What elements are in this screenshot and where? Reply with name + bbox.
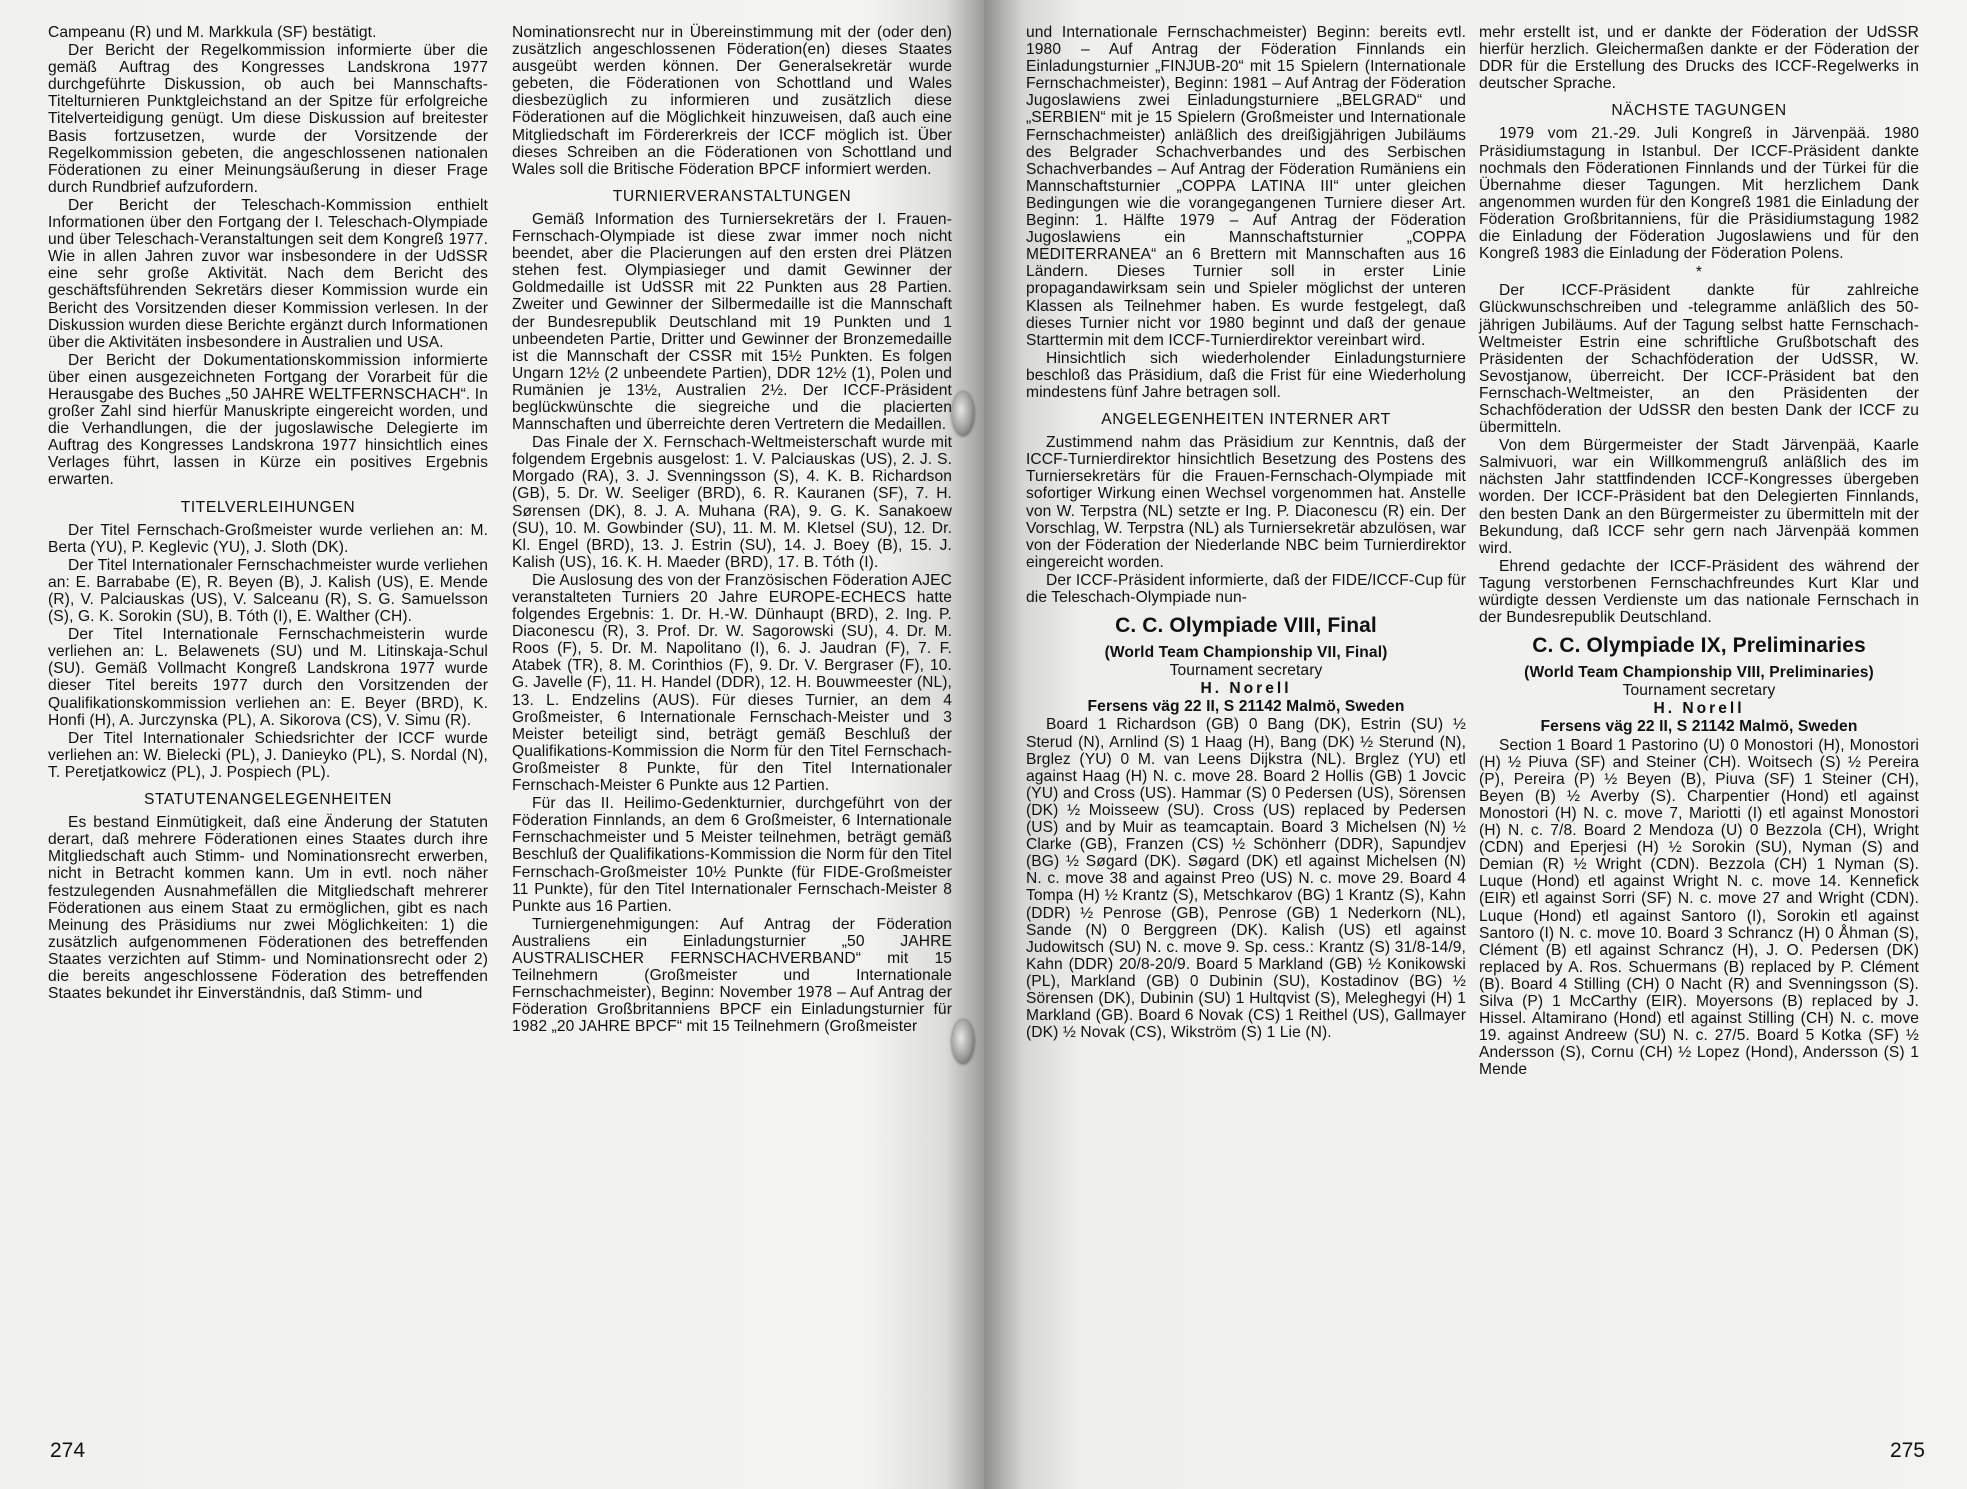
right-column-2	[1479, 24, 1919, 1079]
secretary-address: Fersens väg 22 II, S 21142 Malmö, Sweden	[1087, 698, 1405, 716]
section-heading: NÄCHSTE TAGUNGEN	[1611, 102, 1787, 120]
body-paragraph: Der Bericht der Regelkommission informierte über die gemäß Auftrag des Kongresses Landskrona 1977 durchgeführte Diskussion, ob auch bei Mannschafts-Titelturnieren Punktgleichstand an der Spitze für erfolgreiche Titelverteidigung genügt. Um diese Diskussion auf breitester Basis fortzusetzen, wurde der Vorsitzende der Regelkommission gebeten, die angeschlossenen nationalen Föderationen zu einer Meinungsäußerung in dieser Frage durch Rundbrief aufzufordern.	[48, 42, 488, 196]
left-page-number: 274	[50, 1439, 86, 1462]
section-heading: TITELVERLEIHUNGEN	[180, 498, 356, 516]
tournament-subtitle: (World Team Championship VII, Final)	[1104, 644, 1388, 662]
body-paragraph: Der Bericht der Dokumentationskommission informierte über einen ausgezeichneten Fortgang der Vorarbeit für die Herausgabe des Buches „50 JAHRE WELTFERNSCHACH“. In großer Zahl sind hierfür Manuskripte eingereicht worden, und die Verhandlungen, die der jugoslawische Delegierte im Auftrag des Kongresses Landskrona 1977 hinsichtlich eines Verlages führt, lassen in Kürze ein positives Ergebnis erwarten.	[48, 351, 488, 489]
body-paragraph: Section 1 Board 1 Pastorino (U) 0 Monostori (H), Monostori (H) ½ Piuva (SF) and Steiner (CH). Woitsech (S) ½ Pereira (P), Pereira (P) ½ Beyen (B), Piuva (SF) 1 Steiner (CH), Beyen (B) ½ Averby (S). Charpentier (Hond) etl against Monostori (H) N. c. move 7, Mariotti (I) etl against Monostori (H) N. c. 7/8. Board 2 Mendoza (U) 0 Bezzola (CH), Wright (CDN) and Eperjesi (H) ½ Sorokin (SU), Nyman (S) and Demian (R) ½ Wright (CDN). Bezzola (CH) 1 Nyman (S). Luque (Hond) etl against Wright N. c. move 14. Kennefick (EIR) etl against Sorri (SF) N. c. move 27 and Wright (CDN). Luque (Hond) etl against Santoro (I), Sorokin etl against Santoro (I) N. c. move 10. Board 3 Schrancz (H) 0 Åhman (S), Clément (B) etl against Schrancz (H), J. O. Pedersen (DK) replaced by A. Ros. Schuermans (B) replaced by P. Clément (B). Board 4 Stilling (CH) 0 Nacht (R) and Svenningsson (S). Silva (P) 1 McCarthy (EIR). Moyersons (B) replaced by J. Hissel. Altamirano (Hond) etl against Stilling (CH) N. c. move 19. against Andreew (SU) N. c. 27/5. Board 5 Kotka (SF) ½ Andersson (S), Cornu (CH) ½ Lopez (Hond), Andersson (S) 1 Mende	[1479, 736, 1919, 1079]
body-paragraph: Das Finale der X. Fernschach-Weltmeisterschaft wurde mit folgendem Ergebnis ausgelost: 1. V. Palciauskas (US), 2. J. S. Morgado (RA), 3. J. Svenningsson (S), 4. K. B. Richardson (GB), 5. Dr. W. Seeliger (BRD), 6. R. Kauranen (SF), 7. H. Sørensen (DK), 8. J. A. Muhana (RA), 9. G. K. Sanakoew (SU), 10. M. Gowbinder (SU), 11. M. M. Kletsel (SU), 12. Dr. Kl. Engel (BRD), 13. J. Estrin (SU), 14. J. Boey (B), 15. J. Kalish (US), 16. K. H. Maeder (BRD), 17. B. Tóth (I).	[512, 434, 952, 571]
body-paragraph: Der ICCF-Präsident dankte für zahlreiche Glückwunschschreiben und -telegramme anläßlich des 50-jährigen Jubiläums. Auf der Tagung selbst hatte Fernschach-Weltmeister Estrin eine schriftliche Grußbotschaft des Präsidenten der Schachföderation der UdSSR, W. Sevostjanow, überreicht. Der ICCF-Präsident bat den Fernschach-Weltmeister, an den Präsidenten der Schachföderation der UdSSR den besten Dank der ICCF zu übermitteln.	[1479, 282, 1919, 437]
body-paragraph: Board 1 Richardson (GB) 0 Bang (DK), Estrin (SU) ½ Sterud (N), Arnlind (S) 1 Haag (H), Bang (DK) ½ Sterund (N), Brglez (YU) 0 M. van Leens Dijkstra (NL). Brglez (YU) etl against Haag (H) N. c. move 28. Board 2 Hollis (GB) 1 Jovcic (YU) and Cross (US). Hammar (S) 0 Pedersen (US), Sörensen (DK) ½ Moisseew (SU). Cross (US) replaced by Pedersen (US) and by Muir as teamcaptain. Board 3 Michelsen (N) ½ Clarke (GB), Franzen (CS) ½ Schönherr (DDR), Sapundjev (BG) ½ Søgard (DK). Søgard (DK) etl against Michelsen (N) N. c. move 38 and against Preo (US) N. c. move 29. Board 4 Tompa (H) ½ Krantz (S), Metschkarov (BG) 1 Krantz (S), Kahn (DDR) ½ Penrose (GB), Penrose (GB) 1 Nederkorn (NL), Sande (N) 0 Berggreen (DK). Kalish (US) etl against Judowitsch (SU) N. c. move 9. Sp. cess.: Krantz (S) 31/8-14/9, Kahn (DDR) 20/8-20/9. Board 5 Markland (GB) ½ Konikowski (PL), Markland (GB) 0 Dubinin (SU), Kostadinov (BG) ½ Sörensen (DK), Dubinin (SU) 1 Hultqvist (S), Meleghegyi (H) 1 Markland (GB). Board 6 Novak (CS) 1 Reithel (US), Gallmayer (DK) ½ Novak (CS), Wikström (S) 1 Lie (N).	[1026, 716, 1466, 1042]
body-paragraph: Nominationsrecht nur in Übereinstimmung mit der (oder den) zusätzlich angeschlossenen Föderation(en) dieses Staates ausgeübt werden können. Der Generalsekretär wurde gebeten, die Föderationen von Schottland und Wales diesbezüglich zu informieren und zusätzlich diese Föderationen auf die Möglichkeit hinzuweisen, daß auch eine Mitgliedschaft im Fördererkreis der ICCF möglich ist. Über dieses Schreiben an die Föderationen von Schottland und Wales soll die Britische Föderation BPCF informiert werden.	[512, 24, 952, 178]
secretary-label: Tournament secretary	[1622, 682, 1776, 700]
tournament-subtitle: (World Team Championship VIII, Preliminaries)	[1524, 664, 1874, 682]
right-page	[984, 0, 1967, 1489]
body-paragraph: Von dem Bürgermeister der Stadt Järvenpää, Kaarle Salmivuori, war ein Willkommengruß anläßlich des im nächsten Jahr stattfindenden ICCF-Kongresses übergeben worden. Der ICCF-Präsident bat den Delegierten Finnlands, den besten Dank an den Bürgermeister zu übermitteln mit der Bekundung, daß ICCF sehr gern nach Järvenpää kommen wird.	[1479, 437, 1919, 557]
body-paragraph: Hinsichtlich sich wiederholender Einladungsturniere beschloß das Präsidium, daß die Frist für eine Wiederholung mindestens fünf Jahre betragen soll.	[1026, 349, 1466, 401]
right-column-1	[1026, 24, 1466, 1042]
section-heading: ANGELEGENHEITEN INTERNER ART	[1101, 411, 1391, 429]
separator-star: *	[1695, 264, 1703, 282]
binding-ring-upper	[952, 392, 974, 436]
left-column-1	[48, 24, 488, 1003]
body-paragraph: Der Titel Internationaler Schiedsrichter der ICCF wurde verliehen an: W. Bielecki (PL), J. Danieyko (PL), S. Nordal (N), T. Peretjatkowicz (PL), J. Pospiech (PL).	[48, 729, 488, 781]
body-paragraph: 1979 vom 21.-29. Juli Kongreß in Järvenpää. 1980 Präsidiumstagung in Istanbul. Der ICCF-Präsident dankte nochmals den Föderationen Finnlands und der Türkei für die Übernahme dieser Tagungen. Mit herzlichem Dank angenommen wurden für den Kongreß 1981 die Einladung der Föderation Großbritanniens, für die Präsidiumstagung 1982 die Einladung der Föderation Jugoslawiens und für den Kongreß 1983 die Einladung der Föderation Polens.	[1479, 125, 1919, 263]
secretary-address: Fersens väg 22 II, S 21142 Malmö, Sweden	[1540, 718, 1858, 736]
body-paragraph: Der Titel Internationale Fernschachmeisterin wurde verliehen an: L. Belawenets (SU) und M. Litinskaja-Schul (SU). Gemäß Vollmacht Kongreß Landskrona 1977 wurde dieser Titel bereits 1977 durch den Vorsitzenden der Qualifikationskommission verliehen an: E. Beyer (BRD), K. Honfi (H), A. Jurczynska (PL), A. Sikorova (CS), V. Simu (R).	[48, 626, 488, 729]
body-paragraph: Zustimmend nahm das Präsidium zur Kenntnis, daß der ICCF-Turnierdirektor hinsichtlich Besetzung des Postens des Turniersekretärs für die Frauen-Fernschach-Olympiade mit sofortiger Wirkung einen Wechsel vorgenommen hat. Anstelle von W. Terpstra (NL) setzte er Ing. P. Diaconescu (R) ein. Der Vorschlag, W. Terpstra (NL) als Turniersekretär abzulösen, war von der Föderation der Niederlande NBC beim Turnierdirektor eingereicht worden.	[1026, 434, 1466, 571]
tournament-title: C. C. Olympiade VIII, Final	[1115, 614, 1377, 638]
body-paragraph: Der ICCF-Präsident informierte, daß der FIDE/ICCF-Cup für die Teleschach-Olympiade nun-	[1026, 571, 1466, 606]
tournament-title: C. C. Olympiade IX, Preliminaries	[1532, 634, 1866, 658]
body-paragraph: Die Auslosung des von der Französischen Föderation AJEC veranstalteten Turniers 20 Jahre EUROPE-ECHECS hatte folgendes Ergebnis: 1. Dr. H.-W. Dünhaupt (BRD), 2. Ing. P. Diaconescu (R), 3. Prof. Dr. W. Sagorowski (SU), 4. Dr. M. Roos (F), 5. Dr. M. Napolitano (I), 6. J. Jaudran (F), 7. F. Atabek (TR), 8. M. Corinthios (F), 9. Dr. V. Bergraser (F), 10. G. Javelle (F), 11. H. Handel (DDR), 12. H. Bouwmeester (NL), 13. L. Endzelins (AUS). Für dieses Turnier, an dem 4 Großmeister, 6 Internationale Fernschach-Meister und 3 Meister beteiligt sind, beträgt gemäß Beschluß der Qualifikations-Kommission die Norm für den Titel Fernschach-Großmeister 8 Punkte, für den Titel Internationaler Fernschach-Meister 6 Punkte aus 12 Partien.	[512, 571, 952, 795]
secretary-name: H. Norell	[1653, 700, 1745, 718]
section-heading: TURNIERVERANSTALTUNGEN	[612, 187, 852, 205]
secretary-name: H. Norell	[1200, 680, 1292, 698]
binding-ring-lower	[952, 1020, 974, 1064]
body-paragraph: Campeanu (R) und M. Markkula (SF) bestätigt.	[48, 24, 377, 41]
body-paragraph: Gemäß Information des Turniersekretärs der I. Frauen-Fernschach-Olympiade ist diese zwar immer noch nicht beendet, aber die Placierungen auf den ersten drei Plätzen stehen fest. Olympiasieger und damit Gewinner der Goldmedaille ist UdSSR mit 22 Punkten aus 28 Partien. Zweiter und Gewinner der Silbermedaille ist die Mannschaft der Bundesrepublik Deutschland mit 19 Punkten und 1 unbeendeten Partie, Dritter und Gewinner der Bronzemedaille ist die Mannschaft der CSSR mit 15½ Punkten. Es folgen Ungarn 12½ (2 unbeendete Partien), DDR 12½ (1), Polen und Rumänien je 13½, Australien 2½. Der ICCF-Präsident beglückwünschte die siegreiche und die placierten Mannschaften und überreichte deren Vertretern die Medaillen.	[512, 210, 952, 434]
body-paragraph: Ehrend gedachte der ICCF-Präsident des während der Tagung verstorbenen Fernschachfreundes Kurt Klar und würdigte dessen Verdienste um das nationale Fernschach in der Bundesrepublik Deutschland.	[1479, 557, 1919, 627]
section-heading: STATUTENANGELEGENHEITEN	[143, 791, 393, 809]
secretary-label: Tournament secretary	[1169, 662, 1323, 680]
body-paragraph: Es bestand Einmütigkeit, daß eine Änderung der Statuten derart, daß mehrere Föderationen eines Staates durch ihre Mitgliedschaft auch Stimm- und Nominationsrecht erwerben, nicht in Betracht kommen kann. Um in evtl. noch näher festzulegenden Ausnahmefällen die Mitgliedschaft mehrerer Föderationen aus einem Staat zu ermöglichen, gibt es nach Meinung des Präsidiums nur zwei Möglichkeiten: 1) die zusätzlich aufgenommenen Föderationen des betreffenden Staates verzichten auf Stimm- und Nominationsrecht oder 2) die bereits angeschlossene Föderation des betreffenden Staates bekundet ihr Einverständnis, daß Stimm- und	[48, 814, 488, 1003]
body-paragraph: Der Titel Fernschach-Großmeister wurde verliehen an: M. Berta (YU), P. Keglevic (YU), J. Sloth (DK).	[48, 521, 488, 556]
left-column-2	[512, 24, 952, 1036]
body-paragraph: und Internationale Fernschachmeister) Beginn: bereits evtl. 1980 – Auf Antrag der Föderation Finnlands ein Einladungsturnier „FINJUB-20“ mit 15 Spielern (Internationale Fernschachmeister), Beginn: 1981 – Auf Antrag der Föderation Jugoslawiens zwei Einladungsturniere „BELGRAD“ und „SERBIEN“ mit je 15 Spielern (Großmeister und Internationale Fernschachmeister) anläßlich des dreißigjährigen Jubiläums des Belgrader Schachverbandes und des Serbischen Schachverbandes – Auf Antrag der Föderation Rumäniens ein Mannschaftsturnier „COPPA LATINA III“ unter gleichen Bedingungen wie die vorangegangenen Turniere dieser Art. Beginn: 1. Hälfte 1979 – Auf Antrag der Föderation Jugoslawiens ein Mannschaftsturnier „COPPA MEDITERRANEA“ an 6 Brettern mit Mannschaften aus 16 Ländern. Dieses Turnier soll in erster Linie propagandawirksam sein und Spieler möglichst der unteren Klassen als Teilnehmer haben. Es wurde festgelegt, daß dieses Turnier nicht vor 1980 beginnt und daß der genaue Starttermin mit dem ICCF-Turnierdirektor vereinbart wird.	[1026, 24, 1466, 349]
right-page-number: 275	[1889, 1439, 1925, 1462]
body-paragraph: Der Titel Internationaler Fernschachmeister wurde verliehen an: E. Barrababe (E), R. Beyen (B), J. Kalish (US), E. Mende (R), V. Palciauskas (US), V. Salceanu (R), S. G. Samuelsson (S), G. K. Sorokin (SU), B. Tóth (I), E. Walther (CH).	[48, 556, 488, 626]
body-paragraph: mehr erstellt ist, und er dankte der Föderation der UdSSR hierfür herzlich. Gleichermaßen dankte er der Föderation der DDR für die Erstellung des Drucks des ICCF-Regelwerks in deutscher Sprache.	[1479, 24, 1919, 93]
body-paragraph: Turniergenehmigungen: Auf Antrag der Föderation Australiens ein Einladungsturnier „50 JAHRE AUSTRALISCHER FERNSCHACHVERBAND“ mit 15 Teilnehmern (Großmeister und Internationale Fernschachmeister), Beginn: November 1978 – Auf Antrag der Föderation Großbritanniens BPCF ein Einladungsturnier für 1982 „20 JAHRE BPCF“ mit 15 Teilnehmern (Großmeister	[512, 915, 952, 1036]
body-paragraph: Für das II. Heilimo-Gedenkturnier, durchgeführt von der Föderation Finnlands, an dem 6 Großmeister, 6 Internationale Fernschachmeister und 5 Meister teilnehmen, beträgt gemäß Beschluß der Qualifikations-Kommission die Norm für den Titel Fernschach-Großmeister 10½ Punkte (für FIDE-Großmeister 11 Punkte), für den Titel Internationaler Fernschach-Meister 8 Punkte aus 16 Partien.	[512, 795, 952, 915]
body-paragraph: Der Bericht der Teleschach-Kommission enthielt Informationen über den Fortgang der I. Teleschach-Olympiade und über Teleschach-Veranstaltungen seit dem Kongreß 1977. Wie in allen Jahren zuvor war insbesondere in der UdSSR eine sehr große Aktivität. Nach dem Bericht des geschäftsführenden Sekretärs dieser Kommission wurde ein Bericht des Vorsitzenden dieser Kommission verlesen. In der Diskussion wurden diese Berichte ergänzt durch Informationen über die Aktivitäten insbesondere in Australien und USA.	[48, 196, 488, 351]
